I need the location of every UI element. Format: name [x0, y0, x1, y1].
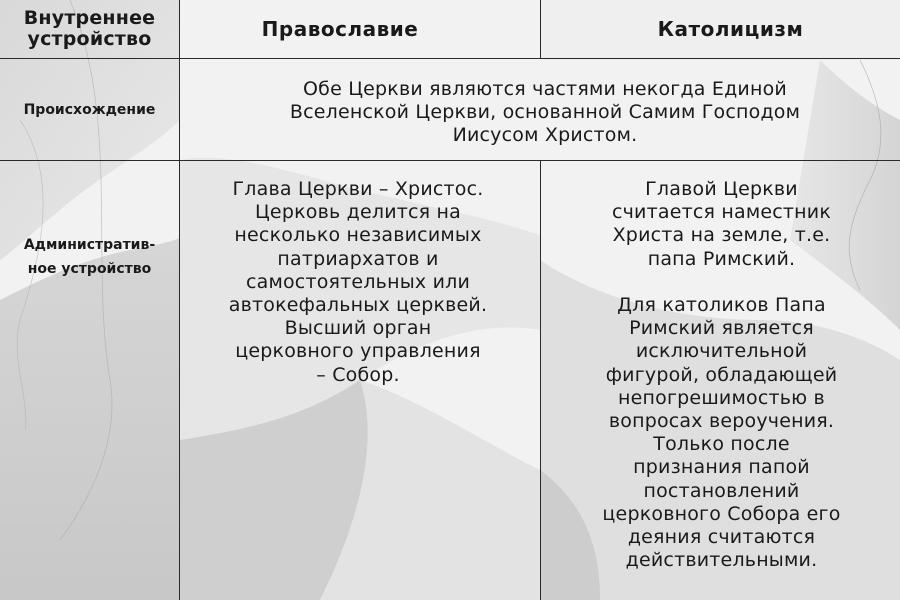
- orthodoxy-administrative-text: Глава Церкви – Христос. Церковь делится на несколько независимых патриархатов и самостоятельных или автокефальных церквей. Высший орган церковного управления – Собор.: [228, 178, 488, 386]
- origin-shared-text: Обе Церкви являются частями некогда Единой Вселенской Церкви, основанной Самим Господом Иисусом Христом.: [289, 78, 801, 147]
- header-orthodoxy: Православие: [261, 17, 419, 41]
- header-catholicism: Католицизм: [657, 17, 804, 41]
- catholicism-administrative-text: Главой Церкви считается наместник Христа на земле, т.е. папа Римский. Для католиков Папа Римский является исключительной фигурой, обладающей непогрешимостью в вопросах вероучения. Только после признания папой постановлений церковного Собора его деяния считаются действительными.: [602, 178, 841, 572]
- row-label-origin: Происхождение: [23, 101, 156, 118]
- header-internal-structure: Внутреннее устройство: [23, 7, 156, 50]
- row-label-administrative: Административ- ное устройство: [23, 236, 156, 277]
